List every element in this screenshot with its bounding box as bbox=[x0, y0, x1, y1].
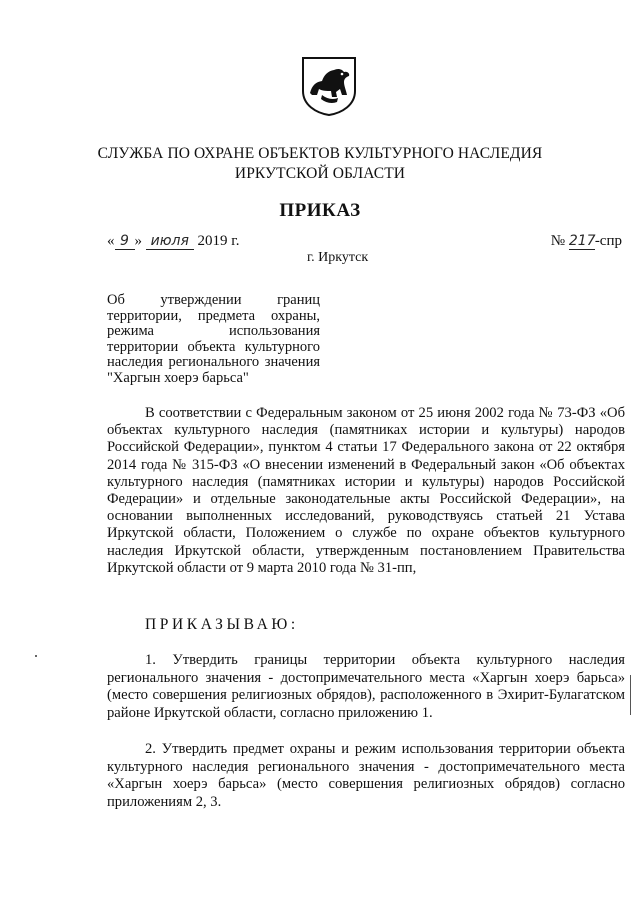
preamble-paragraph: В соответствии с Федеральным законом от 25 июня 2002 года № 73-ФЗ «Об объектах культурного наследия (памятниках истории и культуры) народов Российской Федерации», пунктом 4 статьи 17 Федерального закона от 22 октября 2014 года № 315-ФЗ «О внесении изменений в Федеральный закон «Об объектах культурного наследия (памятниках истории и культуры) народов Российской Федерации» и отдельные законодательные акты Российской Федерации», на основании выполненных исследований, руководствуясь статьей 21 Устава Иркутской области, Положением о службе по охране объектов культурного наследия Иркутской области, утвержденным постановлением Правительства Иркутской области от 9 марта 2010 года № 31-пп, bbox=[107, 405, 625, 576]
document-title: ПРИКАЗ bbox=[279, 200, 361, 221]
date-day-handwritten: 9 bbox=[115, 234, 135, 250]
document-number bbox=[551, 233, 622, 250]
city-label: г. Иркутск bbox=[307, 250, 369, 265]
order-item-2: 2. Утвердить предмет охраны и режим использования территории объекта культурного наследия регионального значения - достопримечательного места «Харгын хоерэ барьса» (место совершения религиозных обрядов) согласно приложениям 2, 3. bbox=[107, 741, 625, 810]
document-subject: Об утверждении границ территории, предмета охраны, режима использования территории объекта культурного наследия регионального значения "Харгын хоерэ барьса" bbox=[107, 292, 320, 386]
number-suffix: -спр bbox=[594, 233, 622, 249]
date-close-quote: » bbox=[134, 233, 142, 249]
number-handwritten: 217 bbox=[568, 233, 596, 249]
order-item-1: 1. Утвердить границы территории объекта культурного наследия регионального значения - достопримечательного места «Харгын хоерэ барьса» (место совершения религиозных обрядов), расположенного в Эхирит-Булагатском районе Иркутской области, согласно приложению 1. bbox=[107, 652, 625, 721]
document-date bbox=[107, 233, 239, 250]
scan-speck bbox=[35, 655, 37, 657]
organization-name-line2: ИРКУТСКОЙ ОБЛАСТИ bbox=[234, 165, 406, 182]
date-year: 2019 г. bbox=[197, 233, 240, 249]
date-month-handwritten: июля bbox=[146, 234, 194, 250]
date-open-quote: « bbox=[107, 233, 115, 249]
organization-name-line1: СЛУЖБА ПО ОХРАНЕ ОБЪЕКТОВ КУЛЬТУРНОГО НАСЛЕДИЯ bbox=[97, 145, 543, 162]
number-prefix: № bbox=[550, 233, 566, 249]
scan-margin-mark bbox=[630, 675, 631, 715]
coat-of-arms-icon bbox=[300, 55, 358, 117]
order-heading: ПРИКАЗЫВАЮ: bbox=[145, 616, 299, 633]
